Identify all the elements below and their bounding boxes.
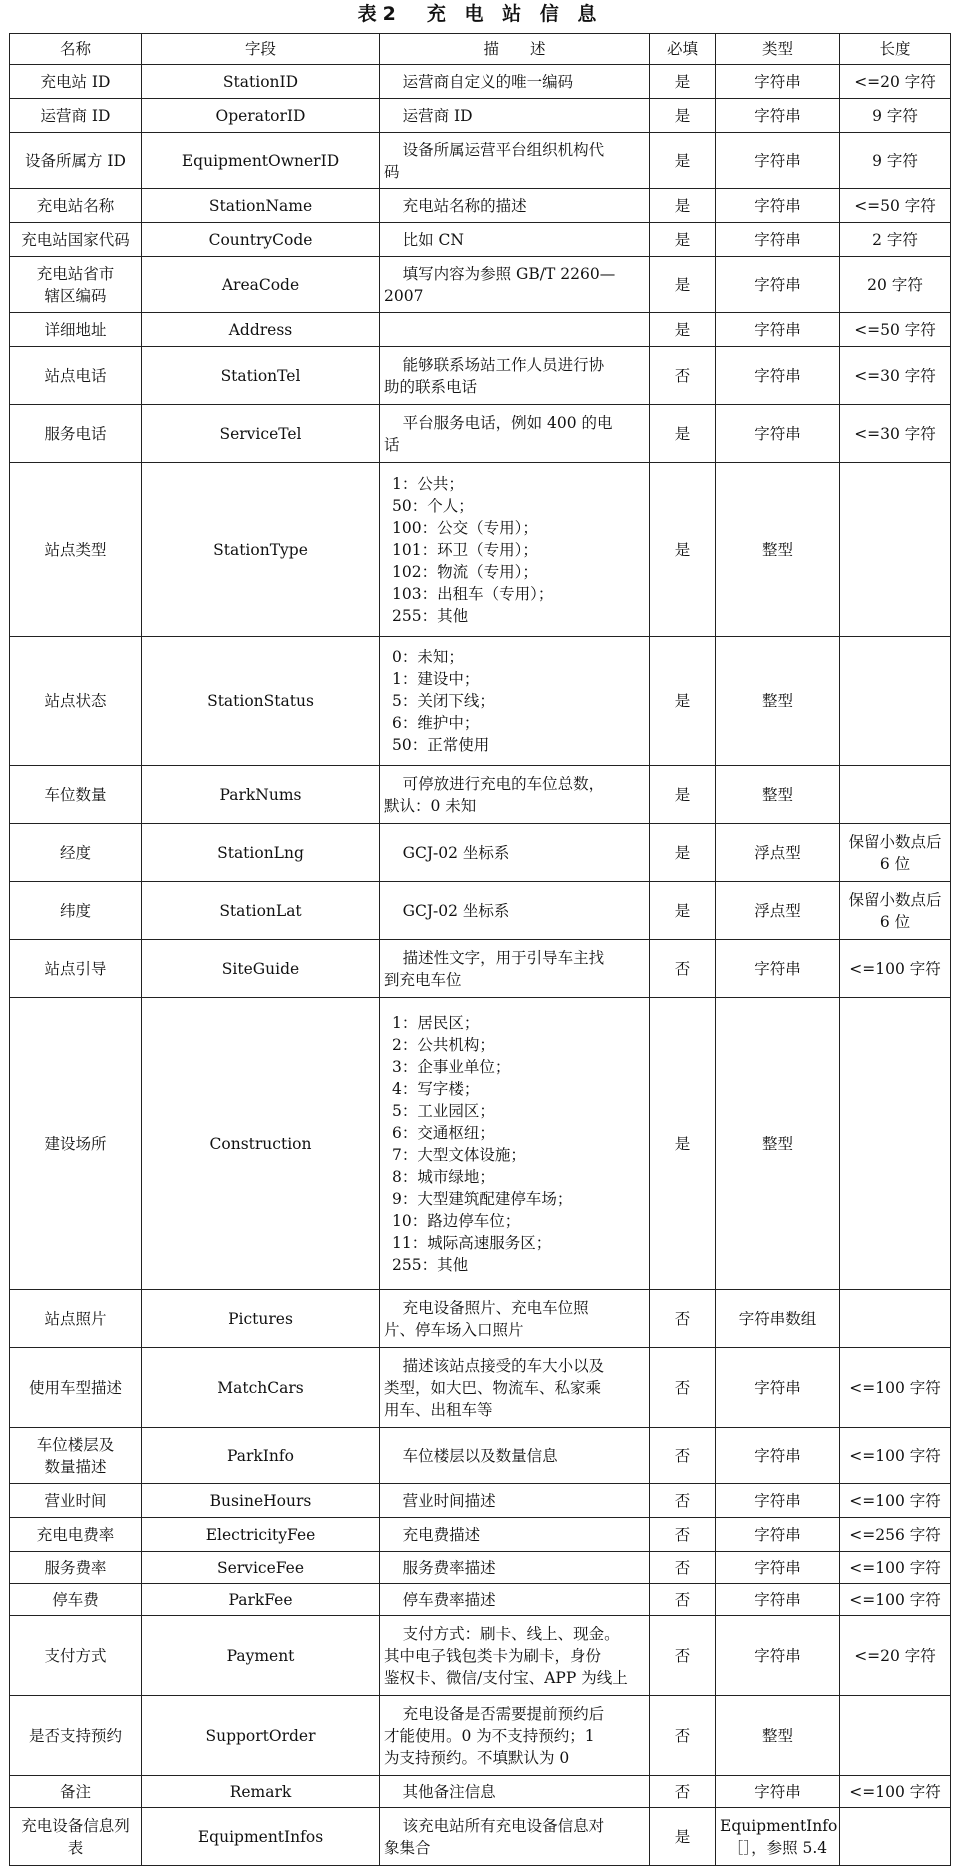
description-line: 运营商 ID xyxy=(402,106,473,125)
description-line: 该充电站所有充电设备信息对 xyxy=(402,1816,605,1835)
cell-required: 否 xyxy=(650,1518,716,1552)
description-list-item: 1：公共； xyxy=(392,474,464,493)
cell-required: 是 xyxy=(650,133,716,189)
cell-name: 详细地址 xyxy=(10,313,142,347)
cell-field: Pictures xyxy=(142,1290,380,1348)
cell-name: 支付方式 xyxy=(10,1616,142,1696)
cell-type: 字符串 xyxy=(716,257,840,313)
description-line: 默认：0 未知 xyxy=(384,796,477,815)
cell-field: ParkNums xyxy=(142,766,380,824)
cell-length: 9 字符 xyxy=(840,99,951,133)
description-line: 充电站名称的描述 xyxy=(402,196,527,215)
cell-field: SiteGuide xyxy=(142,940,380,998)
cell-type: 字符串 xyxy=(716,405,840,463)
table-row xyxy=(10,998,951,1290)
cell-field: StationLat xyxy=(142,882,380,940)
cell-type: 字符串 xyxy=(716,65,840,99)
cell-name: 车位数量 xyxy=(10,766,142,824)
description-line: 服务费率描述 xyxy=(402,1558,496,1577)
table-row xyxy=(10,65,951,99)
cell-length: <=100 字符 xyxy=(840,1584,951,1616)
cell-type: 字符串 xyxy=(716,223,840,257)
cell-required: 是 xyxy=(650,766,716,824)
cell-length: 保留小数点后 6 位 xyxy=(840,882,951,940)
description-line: 填写内容为参照 GB/T 2260— xyxy=(402,264,616,283)
description-line: GCJ-02 坐标系 xyxy=(402,901,510,920)
description-line: 充电设备照片、充电车位照 xyxy=(402,1298,589,1317)
table-caption: 表2 充 电 站 信 息 xyxy=(357,3,603,25)
cell-description xyxy=(380,766,650,824)
description-list-item: 1：建设中； xyxy=(392,670,480,688)
cell-description xyxy=(380,1348,650,1428)
cell-length: 9 字符 xyxy=(840,133,951,189)
cell-field: StationName xyxy=(142,189,380,223)
table-header-row xyxy=(10,34,951,65)
table-row xyxy=(10,133,951,189)
cell-type: 字符串 xyxy=(716,1584,840,1616)
description-line: 用车、出租车等 xyxy=(384,1400,493,1419)
cell-field: EquipmentInfos xyxy=(142,1808,380,1866)
table-row xyxy=(10,463,951,637)
cell-length: <=50 字符 xyxy=(840,189,951,223)
cell-length: 保留小数点后 6 位 xyxy=(840,824,951,882)
cell-length xyxy=(840,1808,951,1866)
cell-name: 充电站国家代码 xyxy=(10,223,142,257)
table-row xyxy=(10,1584,951,1616)
cell-field: StationStatus xyxy=(142,637,380,766)
cell-required: 否 xyxy=(650,1616,716,1696)
cell-name: 使用车型描述 xyxy=(10,1348,142,1428)
description-list-item: 255：其他 xyxy=(392,1255,469,1274)
cell-name: 服务电话 xyxy=(10,405,142,463)
cell-length: <=100 字符 xyxy=(840,1428,951,1484)
cell-type: 浮点型 xyxy=(716,882,840,940)
cell-field: ParkFee xyxy=(142,1584,380,1616)
cell-description xyxy=(380,1428,650,1484)
cell-description xyxy=(380,1776,650,1808)
cell-required: 否 xyxy=(650,1428,716,1484)
table-row xyxy=(10,824,951,882)
cell-description xyxy=(380,882,650,940)
description-line: 其中电子钱包类卡为刷卡，身份 xyxy=(384,1646,602,1665)
cell-name: 营业时间 xyxy=(10,1484,142,1518)
cell-description xyxy=(380,1808,650,1866)
cell-required: 否 xyxy=(650,347,716,405)
cell-type: 整型 xyxy=(716,1696,840,1776)
cell-description xyxy=(380,223,650,257)
cell-length: <=256 字符 xyxy=(840,1518,951,1552)
cell-type: 字符串 xyxy=(716,1348,840,1428)
description-line: 2007 xyxy=(384,286,424,305)
cell-required: 是 xyxy=(650,313,716,347)
cell-name: 充电站 ID xyxy=(10,65,142,99)
cell-name: 站点引导 xyxy=(10,940,142,998)
table-row xyxy=(10,313,951,347)
cell-description xyxy=(380,1584,650,1616)
cell-type: 字符串 xyxy=(716,133,840,189)
cell-field: MatchCars xyxy=(142,1348,380,1428)
cell-description xyxy=(380,347,650,405)
cell-type: 字符串 xyxy=(716,1776,840,1808)
cell-length xyxy=(840,463,951,637)
table-row xyxy=(10,1808,951,1866)
description-line: GCJ-02 坐标系 xyxy=(402,843,510,862)
cell-description xyxy=(380,257,650,313)
header-required: 必填 xyxy=(650,34,716,65)
cell-required: 是 xyxy=(650,99,716,133)
cell-type: 整型 xyxy=(716,637,840,766)
table-row xyxy=(10,1484,951,1518)
cell-length: <=30 字符 xyxy=(840,347,951,405)
cell-required: 是 xyxy=(650,463,716,637)
cell-required: 否 xyxy=(650,1696,716,1776)
cell-required: 是 xyxy=(650,1808,716,1866)
table-row xyxy=(10,1616,951,1696)
description-line: 为支持预约。不填默认为 0 xyxy=(384,1748,570,1767)
description-list-item: 102：物流（专用）； xyxy=(392,562,538,581)
description-list-item: 5：关闭下线； xyxy=(392,692,495,710)
cell-description xyxy=(380,1290,650,1348)
cell-field: StationTel xyxy=(142,347,380,405)
cell-type: 浮点型 xyxy=(716,824,840,882)
cell-name: 充电电费率 xyxy=(10,1518,142,1552)
cell-description xyxy=(380,189,650,223)
description-list-item: 1：居民区； xyxy=(392,1013,480,1032)
cell-field: Construction xyxy=(142,998,380,1290)
cell-required: 否 xyxy=(650,1552,716,1584)
cell-required: 否 xyxy=(650,940,716,998)
description-line: 助的联系电话 xyxy=(384,377,478,396)
description-list-item: 10：路边停车位； xyxy=(392,1211,521,1230)
description-line: 营业时间描述 xyxy=(402,1491,496,1510)
cell-name: 设备所属方 ID xyxy=(10,133,142,189)
cell-description xyxy=(380,1696,650,1776)
table-row xyxy=(10,1348,951,1428)
cell-field: CountryCode xyxy=(142,223,380,257)
cell-field: StationType xyxy=(142,463,380,637)
cell-required: 否 xyxy=(650,1348,716,1428)
cell-required: 是 xyxy=(650,824,716,882)
cell-description xyxy=(380,1484,650,1518)
cell-required: 是 xyxy=(650,65,716,99)
cell-field: Payment xyxy=(142,1616,380,1696)
description-line: 充电设备是否需要提前预约后 xyxy=(402,1704,605,1723)
table-row xyxy=(10,189,951,223)
description-list-item: 11：城际高速服务区； xyxy=(392,1233,552,1252)
cell-name: 建设场所 xyxy=(10,998,142,1290)
cell-type: 字符串 xyxy=(716,1484,840,1518)
description-list-item: 2：公共机构； xyxy=(392,1035,495,1054)
description-line: 话 xyxy=(384,435,400,454)
description-line: 车位楼层以及数量信息 xyxy=(402,1446,558,1465)
cell-length xyxy=(840,766,951,824)
description-list-item: 103：出租车（专用）； xyxy=(392,584,554,603)
table-row xyxy=(10,223,951,257)
description-line: 设备所属运营平台组织机构代 xyxy=(402,140,605,159)
cell-required: 否 xyxy=(650,1584,716,1616)
cell-name: 经度 xyxy=(10,824,142,882)
description-line: 其他备注信息 xyxy=(402,1782,496,1801)
description-line: 平台服务电话，例如 400 的电 xyxy=(402,413,613,432)
cell-type: 整型 xyxy=(716,766,840,824)
cell-length: <=20 字符 xyxy=(840,65,951,99)
cell-name: 备注 xyxy=(10,1776,142,1808)
cell-field: BusineHours xyxy=(142,1484,380,1518)
description-list-item: 50：正常使用 xyxy=(392,736,490,754)
cell-name: 站点类型 xyxy=(10,463,142,637)
cell-field: Remark xyxy=(142,1776,380,1808)
cell-length: <=100 字符 xyxy=(840,1776,951,1808)
cell-field: ParkInfo xyxy=(142,1428,380,1484)
cell-field: EquipmentOwnerID xyxy=(142,133,380,189)
cell-type: 字符串 xyxy=(716,1518,840,1552)
cell-field: StationLng xyxy=(142,824,380,882)
table-row xyxy=(10,99,951,133)
cell-name: 站点状态 xyxy=(10,637,142,766)
cell-length: <=100 字符 xyxy=(840,1348,951,1428)
description-list-item: 50：个人； xyxy=(392,496,474,515)
cell-length: 20 字符 xyxy=(840,257,951,313)
cell-name: 纬度 xyxy=(10,882,142,940)
cell-required: 是 xyxy=(650,223,716,257)
cell-required: 是 xyxy=(650,405,716,463)
station-info-table xyxy=(9,33,951,1866)
cell-name: 站点电话 xyxy=(10,347,142,405)
cell-length: <=100 字符 xyxy=(840,1552,951,1584)
table-row xyxy=(10,637,951,766)
cell-type: 字符串 xyxy=(716,347,840,405)
cell-required: 否 xyxy=(650,1776,716,1808)
header-field: 字段 xyxy=(142,34,380,65)
cell-description xyxy=(380,824,650,882)
description-list-item: 0：未知； xyxy=(392,648,464,666)
cell-required: 否 xyxy=(650,1484,716,1518)
description-line: 可停放进行充电的车位总数， xyxy=(402,774,605,793)
cell-name: 站点照片 xyxy=(10,1290,142,1348)
cell-description xyxy=(380,637,650,766)
cell-field: ElectricityFee xyxy=(142,1518,380,1552)
cell-required: 是 xyxy=(650,637,716,766)
table-row xyxy=(10,882,951,940)
description-line: 支付方式：刷卡、线上、现金。 xyxy=(402,1624,620,1643)
cell-type: 字符串 xyxy=(716,1552,840,1584)
cell-type: 字符串 xyxy=(716,99,840,133)
cell-length xyxy=(840,998,951,1290)
description-line: 充电费描述 xyxy=(402,1525,481,1544)
cell-field: Address xyxy=(142,313,380,347)
cell-name: 充电设备信息列表 xyxy=(10,1808,142,1866)
cell-name: 充电站省市 辖区编码 xyxy=(10,257,142,313)
cell-description xyxy=(380,313,650,347)
cell-field: OperatorID xyxy=(142,99,380,133)
cell-type: 字符串 xyxy=(716,1616,840,1696)
description-list-item: 9：大型建筑配建停车场； xyxy=(392,1189,573,1208)
table-row xyxy=(10,940,951,998)
cell-description xyxy=(380,1552,650,1584)
cell-length: <=100 字符 xyxy=(840,1484,951,1518)
description-list-item: 4：写字楼； xyxy=(392,1079,480,1098)
cell-required: 否 xyxy=(650,1290,716,1348)
cell-type: 字符串数组 xyxy=(716,1290,840,1348)
cell-description xyxy=(380,940,650,998)
description-line: 运营商自定义的唯一编码 xyxy=(402,72,574,91)
header-name: 名称 xyxy=(10,34,142,65)
table-row xyxy=(10,257,951,313)
table-row xyxy=(10,766,951,824)
cell-type: 字符串 xyxy=(716,940,840,998)
cell-required: 是 xyxy=(650,882,716,940)
cell-length: <=20 字符 xyxy=(840,1616,951,1696)
cell-type: EquipmentInfo ［］，参照 5.4 xyxy=(716,1808,840,1866)
description-line: 描述该站点接受的车大小以及 xyxy=(402,1356,605,1375)
header-type: 类型 xyxy=(716,34,840,65)
cell-type: 字符串 xyxy=(716,1428,840,1484)
cell-name: 运营商 ID xyxy=(10,99,142,133)
description-line: 码 xyxy=(384,162,400,181)
cell-field: ServiceTel xyxy=(142,405,380,463)
cell-description xyxy=(380,1518,650,1552)
description-list-item: 7：大型文体设施； xyxy=(392,1145,526,1164)
cell-name: 是否支持预约 xyxy=(10,1696,142,1776)
cell-name: 车位楼层及 数量描述 xyxy=(10,1428,142,1484)
description-line: 描述性文字，用于引导车主找 xyxy=(402,948,605,967)
description-list-item: 8：城市绿地； xyxy=(392,1167,495,1186)
cell-field: AreaCode xyxy=(142,257,380,313)
description-line: 比如 CN xyxy=(402,230,464,249)
table-row xyxy=(10,1776,951,1808)
table-row xyxy=(10,1518,951,1552)
description-line: 才能使用。0 为不支持预约；1 xyxy=(384,1726,595,1745)
cell-length xyxy=(840,1696,951,1776)
cell-type: 字符串 xyxy=(716,313,840,347)
table-row xyxy=(10,1696,951,1776)
table-row xyxy=(10,1290,951,1348)
description-list-item: 3：企事业单位； xyxy=(392,1057,511,1076)
cell-required: 是 xyxy=(650,189,716,223)
cell-description xyxy=(380,998,650,1290)
cell-field: SupportOrder xyxy=(142,1696,380,1776)
header-length: 长度 xyxy=(840,34,951,65)
table-row xyxy=(10,405,951,463)
description-list-item: 100：公交（专用）； xyxy=(392,518,538,537)
cell-type: 字符串 xyxy=(716,189,840,223)
table-row xyxy=(10,1552,951,1584)
description-line: 类型，如大巴、物流车、私家乘 xyxy=(384,1378,602,1397)
cell-name: 充电站名称 xyxy=(10,189,142,223)
description-line: 象集合 xyxy=(384,1838,431,1857)
description-line: 能够联系场站工作人员进行协 xyxy=(402,355,605,374)
description-list-item: 6：交通枢纽； xyxy=(392,1123,495,1142)
description-line: 片、停车场入口照片 xyxy=(384,1320,524,1339)
cell-length xyxy=(840,637,951,766)
cell-description xyxy=(380,65,650,99)
cell-description xyxy=(380,405,650,463)
cell-description xyxy=(380,99,650,133)
description-list-item: 101：环卫（专用）； xyxy=(392,540,538,559)
cell-name: 停车费 xyxy=(10,1584,142,1616)
cell-length xyxy=(840,1290,951,1348)
cell-description xyxy=(380,463,650,637)
cell-name: 服务费率 xyxy=(10,1552,142,1584)
cell-description xyxy=(380,133,650,189)
cell-length: <=50 字符 xyxy=(840,313,951,347)
cell-field: StationID xyxy=(142,65,380,99)
cell-length: <=30 字符 xyxy=(840,405,951,463)
description-list-item: 5：工业园区； xyxy=(392,1101,495,1120)
cell-length: 2 字符 xyxy=(840,223,951,257)
cell-type: 整型 xyxy=(716,463,840,637)
header-description: 描 述 xyxy=(380,34,650,65)
description-list-item: 255：其他 xyxy=(392,606,469,625)
table-row xyxy=(10,1428,951,1484)
cell-field: ServiceFee xyxy=(142,1552,380,1584)
cell-type: 整型 xyxy=(716,998,840,1290)
description-list-item: 6：维护中； xyxy=(392,714,480,732)
description-line: 到充电车位 xyxy=(384,970,462,989)
cell-required: 是 xyxy=(650,998,716,1290)
cell-description xyxy=(380,1616,650,1696)
cell-length: <=100 字符 xyxy=(840,940,951,998)
description-line: 鉴权卡、微信/支付宝、APP 为线上 xyxy=(384,1668,628,1687)
cell-required: 是 xyxy=(650,257,716,313)
table-row xyxy=(10,347,951,405)
description-line: 停车费率描述 xyxy=(402,1590,496,1609)
